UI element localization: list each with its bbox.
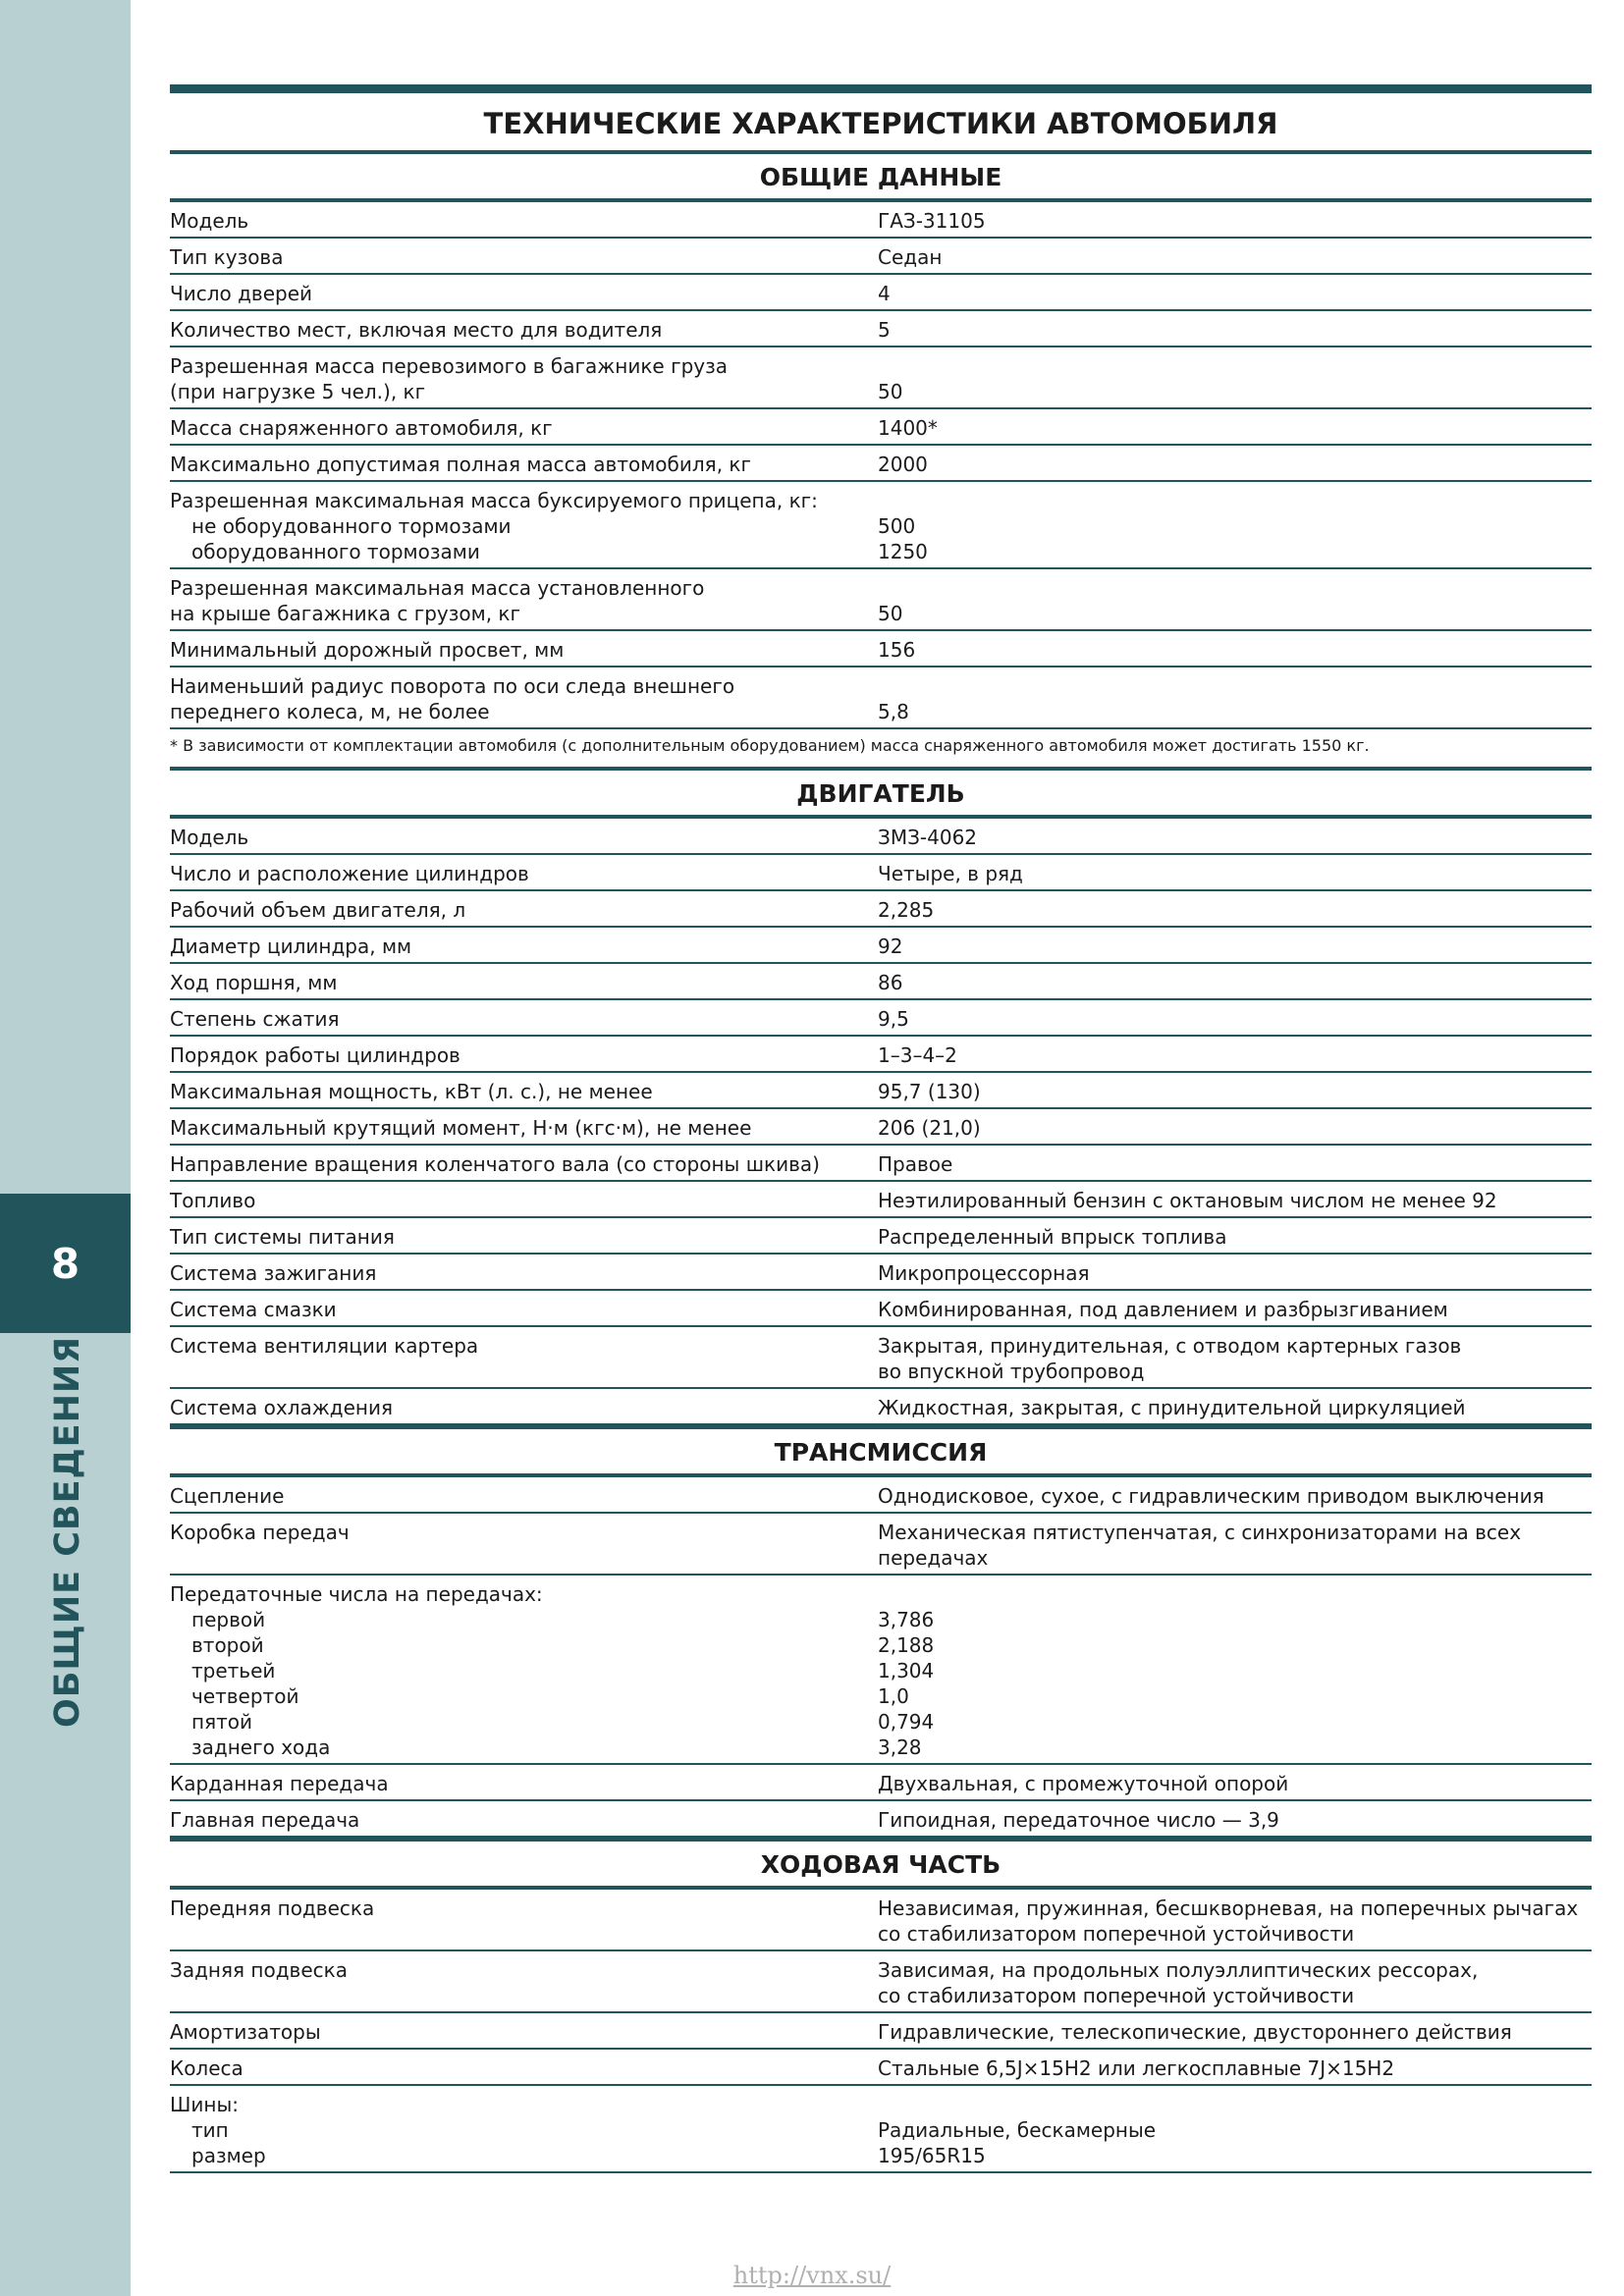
spec-label: Тип кузова — [170, 245, 284, 269]
spec-label: Шины: тип размер — [170, 2093, 266, 2167]
spec-label: Направление вращения коленчатого вала (со стороны шкива) — [170, 1152, 820, 1176]
sidebar-band — [0, 0, 131, 2296]
spec-label: Система смазки — [170, 1298, 337, 1321]
spec-row — [170, 855, 1592, 891]
spec-label: Диаметр цилиндра, мм — [170, 934, 412, 958]
spec-row — [170, 1182, 1592, 1218]
spec-value: Гипоидная, передаточное число — 3,9 — [878, 1808, 1279, 1832]
section-title: ТРАНСМИССИЯ — [170, 1425, 1592, 1477]
spec-row — [170, 667, 1592, 729]
spec-row — [170, 311, 1592, 347]
spec-label: Задняя подвеска — [170, 1958, 348, 1982]
spec-value: Неэтилированный бензин с октановым числом не менее 92 — [878, 1189, 1497, 1212]
footnote: * В зависимости от комплектации автомобиля (с дополнительным оборудованием) масса снаряженного автомобиля может достигать 1550 кг. — [170, 736, 1370, 755]
spec-value: Правое — [878, 1152, 953, 1176]
spec-row — [170, 2086, 1592, 2173]
spec-value: 95,7 (130) — [878, 1080, 981, 1103]
spec-label: Система зажигания — [170, 1261, 377, 1285]
spec-label: Максимально допустимая полная масса автомобиля, кг — [170, 453, 751, 476]
spec-value: Комбинированная, под давлением и разбрызгиванием — [878, 1298, 1448, 1321]
spec-row — [170, 1109, 1592, 1146]
spec-row — [170, 409, 1592, 446]
spec-value: 156 — [878, 638, 916, 662]
spec-value: 4 — [878, 282, 891, 305]
spec-value: 2,285 — [878, 898, 935, 922]
top-rule — [170, 84, 1592, 93]
spec-label: Сцепление — [170, 1484, 285, 1508]
spec-row — [170, 1951, 1592, 2013]
spec-section — [170, 1425, 1592, 1838]
spec-row — [170, 1291, 1592, 1327]
spec-row — [170, 928, 1592, 964]
spec-value: 9,5 — [878, 1007, 909, 1031]
spec-row — [170, 275, 1592, 311]
spec-value: Гидравлические, телескопические, двустороннего действия — [878, 2020, 1512, 2044]
spec-value: 3,786 2,188 1,304 1,0 0,794 3,28 — [878, 1608, 935, 1759]
spec-row — [170, 569, 1592, 631]
spec-label: Амортизаторы — [170, 2020, 321, 2044]
spec-value: 5,8 — [878, 700, 909, 723]
spec-value: Жидкостная, закрытая, с принудительной циркуляцией — [878, 1396, 1466, 1419]
spec-value: 50 — [878, 602, 903, 625]
spec-row — [170, 631, 1592, 667]
spec-row — [170, 819, 1592, 855]
spec-row — [170, 446, 1592, 482]
spec-row — [170, 202, 1592, 239]
spec-row — [170, 2050, 1592, 2086]
spec-row — [170, 1255, 1592, 1291]
spec-value: Распределенный впрыск топлива — [878, 1225, 1227, 1249]
spec-value: Стальные 6,5J×15H2 или легкосплавные 7J×15H2 — [878, 2056, 1395, 2080]
spec-value: Седан — [878, 245, 943, 269]
spec-value: 86 — [878, 971, 903, 994]
spec-row — [170, 891, 1592, 928]
spec-value: 1400* — [878, 416, 938, 440]
spec-sections — [170, 154, 1592, 2173]
spec-label: Максимальный крутящий момент, Н·м (кгс·м), не менее — [170, 1116, 752, 1140]
spec-label: Число и расположение цилиндров — [170, 862, 529, 885]
spec-value: 500 1250 — [878, 514, 928, 563]
spec-value: 50 — [878, 380, 903, 403]
spec-value: Зависимая, на продольных полуэллиптических рессорах, со стабилизатором поперечной устойчивости — [878, 1958, 1479, 2007]
spec-row — [170, 964, 1592, 1000]
spec-section — [170, 1838, 1592, 2173]
spec-label: Главная передача — [170, 1808, 360, 1832]
spec-row — [170, 482, 1592, 569]
spec-label: Масса снаряженного автомобиля, кг — [170, 416, 553, 440]
spec-row — [170, 1389, 1592, 1425]
spec-value: Однодисковое, сухое, с гидравлическим приводом выключения — [878, 1484, 1544, 1508]
spec-value: 5 — [878, 318, 891, 342]
spec-label: Разрешенная максимальная масса установленного на крыше багажника с грузом, кг — [170, 576, 705, 625]
spec-row — [170, 2013, 1592, 2050]
section-title: ДВИГАТЕЛЬ — [170, 767, 1592, 819]
chapter-number: 8 — [0, 1194, 131, 1333]
spec-label: Модель — [170, 209, 249, 233]
spec-row — [170, 1890, 1592, 1951]
spec-label: Колеса — [170, 2056, 244, 2080]
spec-row — [170, 1327, 1592, 1389]
spec-row — [170, 1037, 1592, 1073]
spec-row — [170, 1514, 1592, 1575]
section-title: ХОДОВАЯ ЧАСТЬ — [170, 1838, 1592, 1890]
spec-row — [170, 1000, 1592, 1037]
spec-value: 92 — [878, 934, 903, 958]
spec-value: 2000 — [878, 453, 928, 476]
spec-row — [170, 1073, 1592, 1109]
spec-label: Разрешенная масса перевозимого в багажнике груза (при нагрузке 5 чел.), кг — [170, 354, 729, 403]
spec-value: Независимая, пружинная, бесшкворневая, на поперечных рычагах со стабилизатором поперечной устойчивости — [878, 1896, 1579, 1946]
spec-value: Закрытая, принудительная, с отводом картерных газов во впускной трубопровод — [878, 1334, 1462, 1383]
spec-value: 1–3–4–2 — [878, 1043, 957, 1067]
page-title: ТЕХНИЧЕСКИЕ ХАРАКТЕРИСТИКИ АВТОМОБИЛЯ — [170, 93, 1592, 154]
spec-label: Модель — [170, 826, 249, 849]
spec-row — [170, 1575, 1592, 1765]
spec-label: Разрешенная максимальная масса буксируемого прицепа, кг: не оборудованного тормозами оборудованного тормозами — [170, 489, 818, 563]
spec-section — [170, 767, 1592, 1425]
spec-label: Количество мест, включая место для водителя — [170, 318, 663, 342]
spec-value: ГАЗ-31105 — [878, 209, 986, 233]
spec-label: Ход поршня, мм — [170, 971, 338, 994]
spec-label: Порядок работы цилиндров — [170, 1043, 460, 1067]
spec-label: Число дверей — [170, 282, 312, 305]
spec-label: Система вентиляции картера — [170, 1334, 479, 1358]
section-title: ОБЩИЕ ДАННЫЕ — [170, 154, 1592, 202]
spec-label: Наименьший радиус поворота по оси следа внешнего переднего колеса, м, не более — [170, 674, 735, 723]
spec-label: Передняя подвеска — [170, 1896, 375, 1920]
spec-label: Тип системы питания — [170, 1225, 395, 1249]
spec-value: 206 (21,0) — [878, 1116, 981, 1140]
spec-label: Система охлаждения — [170, 1396, 393, 1419]
chapter-title: ОБЩИЕ СВЕДЕНИЯ — [48, 1335, 87, 1728]
spec-value: Двухвальная, с промежуточной опорой — [878, 1772, 1289, 1795]
spec-row — [170, 1765, 1592, 1801]
spec-row — [170, 347, 1592, 409]
spec-label: Максимальная мощность, кВт (л. с.), не менее — [170, 1080, 653, 1103]
spec-value: Микропроцессорная — [878, 1261, 1090, 1285]
spec-label: Передаточные числа на передачах: первой второй третьей четвертой пятой заднего хода — [170, 1582, 543, 1759]
spec-label: Рабочий объем двигателя, л — [170, 898, 466, 922]
spec-document — [170, 84, 1592, 2173]
spec-row — [170, 1477, 1592, 1514]
spec-row — [170, 1218, 1592, 1255]
spec-row — [170, 1146, 1592, 1182]
spec-value: ЗМЗ-4062 — [878, 826, 978, 849]
spec-value: Радиальные, бескамерные 195/65R15 — [878, 2118, 1157, 2167]
spec-label: Степень сжатия — [170, 1007, 340, 1031]
spec-section — [170, 154, 1592, 767]
spec-label: Топливо — [170, 1189, 256, 1212]
spec-value: Четыре, в ряд — [878, 862, 1023, 885]
spec-value: Механическая пятиступенчатая, с синхронизаторами на всех передачах — [878, 1521, 1522, 1570]
spec-label: Минимальный дорожный просвет, мм — [170, 638, 565, 662]
spec-row — [170, 239, 1592, 275]
spec-row — [170, 1801, 1592, 1838]
spec-label: Коробка передач — [170, 1521, 350, 1544]
footer-url-link[interactable]: http://vnx.su/ — [732, 2262, 892, 2289]
spec-label: Карданная передача — [170, 1772, 389, 1795]
